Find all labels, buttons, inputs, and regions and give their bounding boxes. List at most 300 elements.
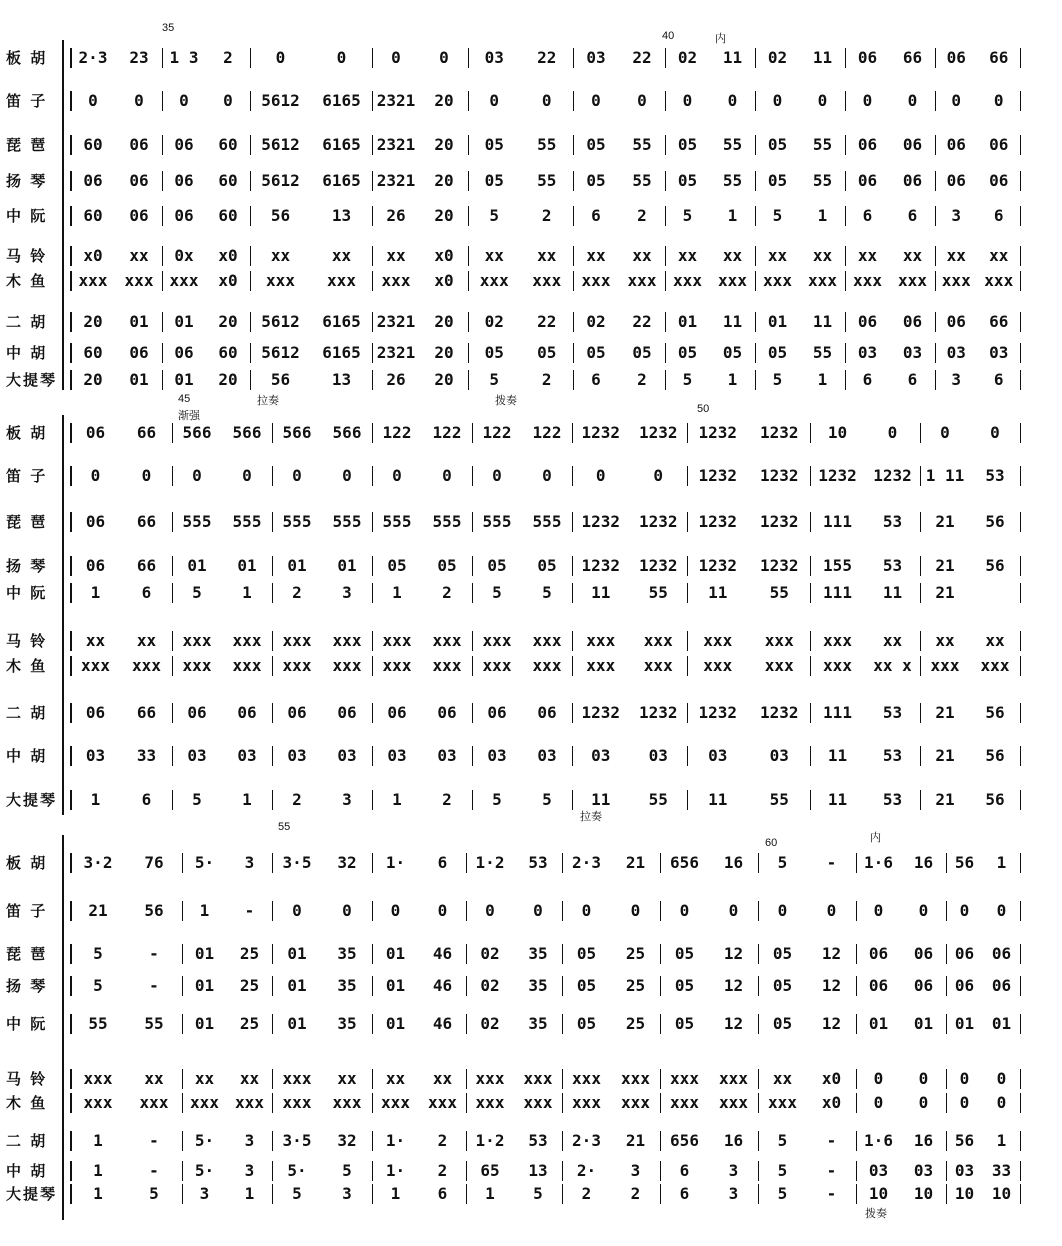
note-group: xxx — [132, 656, 161, 675]
barline — [562, 944, 563, 964]
barline — [562, 1161, 563, 1181]
barline — [250, 370, 251, 390]
note-group: 11 — [722, 48, 743, 67]
note-group: 3·5 — [282, 1131, 312, 1150]
barline — [172, 631, 173, 651]
barline — [70, 901, 72, 921]
note-group: 0 — [996, 1093, 1007, 1112]
note-group: 56 — [270, 370, 291, 389]
note-group: 55 — [632, 171, 652, 190]
note-group: 0 — [179, 91, 189, 110]
barline — [810, 556, 811, 576]
note-group: 0x — [174, 246, 194, 265]
note-group: 55 — [722, 135, 743, 154]
note-group: 01 — [174, 312, 194, 331]
note-group: 1232 — [638, 703, 678, 722]
note-group: 20 — [434, 312, 454, 331]
barline — [562, 853, 563, 873]
note-group: xxx — [83, 1069, 113, 1088]
note-group: 122 — [482, 423, 512, 442]
barline — [1020, 656, 1021, 676]
note-group: 5612 — [261, 343, 300, 362]
note-group: 25 — [239, 1014, 260, 1033]
note-group: 0 — [489, 91, 500, 110]
barline — [573, 206, 574, 226]
note-group: 11 — [591, 583, 611, 602]
instrument-label: 板 胡 — [6, 49, 48, 67]
note-group: 05 — [674, 976, 695, 995]
note-group: 06 — [954, 944, 975, 963]
barline — [687, 556, 688, 576]
note-group: xx — [882, 631, 903, 650]
barline — [665, 171, 666, 191]
barline — [920, 466, 921, 486]
annotation-lazou: 拉奏 — [580, 810, 602, 823]
barline — [466, 853, 467, 873]
note-group: x0 — [821, 1093, 842, 1112]
note-group: - — [149, 944, 159, 963]
note-group: xxx — [703, 631, 733, 650]
note-group: 05 — [586, 343, 606, 362]
note-group: xx — [857, 246, 878, 265]
barline — [182, 853, 183, 873]
barline — [660, 1093, 661, 1113]
barline — [660, 901, 661, 921]
note-group: 06 — [387, 703, 407, 722]
note-group: xxx — [382, 631, 412, 650]
instrument-label: 中 胡 — [6, 344, 48, 362]
note-group: 25 — [625, 944, 646, 963]
instrument-label: 二 胡 — [6, 704, 48, 722]
note-group: 55 — [769, 790, 789, 809]
instrument-label: 琵 琶 — [6, 136, 48, 154]
note-group: 6165 — [322, 135, 361, 154]
note-group: 21 — [935, 556, 955, 575]
barline — [70, 976, 72, 996]
annotation-bozou: 拨奏 — [865, 1207, 887, 1220]
barline — [372, 206, 373, 226]
barline — [372, 746, 373, 766]
note-group: 22 — [537, 312, 557, 331]
barline — [810, 423, 811, 443]
note-group: 53 — [882, 512, 903, 531]
note-group: 10 — [991, 1184, 1012, 1203]
note-group: 06 — [129, 171, 149, 190]
note-group: 56 — [985, 512, 1005, 531]
note-group: 03 — [484, 48, 504, 67]
barline — [856, 1184, 857, 1204]
barline — [372, 512, 373, 532]
barline — [472, 512, 473, 532]
note-group: 03 — [287, 746, 307, 765]
note-group: xxx — [169, 271, 199, 290]
note-group: 20 — [434, 135, 454, 154]
barline — [372, 656, 373, 676]
note-group: 6 — [907, 370, 918, 389]
barline — [466, 1069, 467, 1089]
barline — [372, 976, 373, 996]
note-group: 2· — [576, 1161, 597, 1180]
note-group: xxx — [139, 1093, 169, 1112]
note-group: 35 — [337, 1014, 357, 1033]
note-group: 66 — [989, 48, 1009, 67]
note-group: 46 — [432, 1014, 453, 1033]
barline — [845, 135, 846, 155]
note-group: 03 — [537, 746, 557, 765]
note-group: 06 — [174, 135, 194, 154]
note-group: 1 — [817, 206, 828, 225]
barline — [468, 135, 469, 155]
note-group: 21 — [935, 746, 955, 765]
note-group: xx — [772, 1069, 793, 1088]
barline — [755, 206, 756, 226]
note-group: 60 — [83, 206, 103, 225]
note-group: 555 — [182, 512, 212, 531]
note-group: 06 — [946, 48, 966, 67]
barline — [573, 370, 574, 390]
barline — [172, 746, 173, 766]
note-group: 06 — [991, 976, 1012, 995]
note-group: xxx — [764, 631, 794, 650]
barline — [1020, 312, 1021, 332]
note-group: xxx — [643, 656, 673, 675]
instrument-label: 大提琴 — [6, 1185, 58, 1203]
note-group: 05 — [576, 944, 597, 963]
barline — [573, 135, 574, 155]
note-group: 0 — [437, 901, 448, 920]
barline — [162, 246, 163, 266]
barline — [1020, 1014, 1021, 1034]
note-group: 0 — [630, 901, 641, 920]
barline — [845, 48, 846, 68]
note-group: 60 — [83, 343, 103, 362]
note-group: 1232 — [698, 512, 738, 531]
barline — [472, 790, 473, 810]
note-group: 05 — [772, 1014, 793, 1033]
note-group: 05 — [767, 171, 788, 190]
note-group: 1 — [392, 790, 402, 809]
note-group: 65 — [480, 1161, 500, 1180]
note-group: 1 — [93, 1161, 103, 1180]
note-group: 01 — [237, 556, 257, 575]
note-group: 3 — [728, 1184, 739, 1203]
note-group: 56 — [985, 790, 1005, 809]
annotation-jianqiang: 渐强 — [178, 409, 200, 422]
note-group: 12 — [723, 976, 744, 995]
note-group: 03 — [769, 746, 789, 765]
note-group: 06 — [913, 976, 934, 995]
barline — [1020, 746, 1021, 766]
note-group: 10 — [868, 1184, 889, 1203]
annotation-neiwei: 内 — [715, 32, 726, 45]
note-group: 0 — [993, 91, 1004, 110]
instrument-label: 扬 琴 — [6, 172, 48, 190]
barline — [845, 246, 846, 266]
barline — [70, 1093, 72, 1113]
note-group: 6165 — [322, 312, 361, 331]
note-group: 5612 — [261, 171, 300, 190]
note-group: 2·3 — [572, 853, 601, 872]
barline — [920, 703, 921, 723]
barline — [250, 171, 251, 191]
barline — [1020, 246, 1021, 266]
note-group: 6 — [993, 206, 1004, 225]
note-group: 2 — [442, 583, 452, 602]
note-group: 6 — [862, 206, 873, 225]
note-group: 26 — [386, 370, 406, 389]
note-group: 566 — [332, 423, 362, 442]
note-group: 02 — [586, 312, 606, 331]
note-group: 2·3 — [78, 48, 108, 67]
note-group: 06 — [902, 135, 923, 154]
note-group: xxx — [532, 656, 562, 675]
note-group: 0 — [492, 466, 502, 485]
note-group: 5 — [777, 1131, 788, 1150]
barline — [946, 1131, 947, 1151]
barline — [70, 512, 72, 532]
note-group: 5 — [492, 583, 502, 602]
barline — [758, 1184, 759, 1204]
barline — [810, 656, 811, 676]
note-group: 06 — [857, 171, 878, 190]
note-group: 5 — [682, 206, 693, 225]
barline — [935, 171, 936, 191]
note-group — [970, 582, 1020, 604]
barline — [810, 631, 811, 651]
barline — [1020, 1131, 1021, 1151]
barline — [272, 656, 273, 676]
barline — [372, 312, 373, 332]
note-group: 2 — [637, 206, 647, 225]
note-group: xxx — [282, 631, 312, 650]
note-group: 06 — [83, 171, 103, 190]
note-group: xxx — [432, 656, 462, 675]
note-group: 05 — [677, 171, 698, 190]
instrument-label: 木 鱼 — [6, 1094, 48, 1112]
barline — [665, 312, 666, 332]
note-group: 55 — [812, 343, 833, 362]
note-group: 66 — [136, 556, 157, 575]
note-group: 1232 — [638, 423, 678, 442]
note-group: 56 — [954, 1131, 975, 1150]
note-group: 33 — [136, 746, 157, 765]
barline — [372, 1093, 373, 1113]
barline — [272, 1161, 273, 1181]
note-group: 1· — [385, 853, 406, 872]
note-group: 01 — [187, 556, 207, 575]
barline — [856, 1131, 857, 1151]
note-group: 0 — [292, 901, 302, 920]
note-group: xxx — [475, 1093, 505, 1112]
note-group: 1232 — [873, 466, 912, 485]
note-group: xxx — [718, 271, 747, 290]
barline — [70, 312, 72, 332]
note-group: 55 — [648, 790, 668, 809]
note-group: 55 — [144, 1014, 164, 1033]
barline — [562, 1131, 563, 1151]
note-group: 20 — [434, 343, 454, 362]
note-group: 1 — [996, 1131, 1007, 1150]
barline — [70, 171, 72, 191]
barline — [70, 944, 72, 964]
barline — [845, 206, 846, 226]
note-group: xx — [935, 631, 955, 650]
note-group: 21 — [935, 703, 955, 722]
note-group: 13 — [331, 206, 352, 225]
note-group: 55 — [632, 135, 652, 154]
note-group: xxx — [381, 271, 411, 290]
barline — [935, 48, 936, 68]
note-group: - — [149, 1161, 159, 1180]
note-group: xxx — [327, 271, 356, 290]
barline — [1020, 976, 1021, 996]
measure-number: 55 — [278, 821, 291, 833]
barline — [660, 1069, 661, 1089]
barline — [70, 370, 72, 390]
note-group: x0 — [83, 246, 103, 265]
barline — [573, 48, 574, 68]
note-group: 0 — [90, 466, 101, 485]
note-group: 05 — [677, 343, 698, 362]
note-group: 06 — [237, 703, 257, 722]
note-group: 0 — [996, 901, 1007, 920]
barline — [172, 423, 173, 443]
note-group: 66 — [136, 512, 157, 531]
note-group: xxx — [232, 656, 262, 675]
note-group: xxx — [763, 271, 792, 290]
note-group: 06 — [187, 703, 207, 722]
note-group: 1232 — [581, 512, 621, 531]
barline — [687, 656, 688, 676]
note-group: xxx — [190, 1093, 219, 1112]
note-group: 2 — [581, 1184, 592, 1203]
note-group: 06 — [174, 206, 194, 225]
note-group: 1232 — [759, 703, 799, 722]
barline — [250, 246, 251, 266]
instrument-label: 中 胡 — [6, 747, 48, 765]
note-group: 01 — [287, 944, 307, 963]
note-group: 11 — [591, 790, 611, 809]
note-group: 60 — [218, 343, 238, 362]
note-group: 0 — [862, 91, 873, 110]
note-group: 111 — [823, 512, 852, 531]
note-group: 01 — [385, 944, 406, 963]
note-group: 2321 — [376, 135, 416, 154]
note-group: 26 — [386, 206, 406, 225]
note-group: 32 — [337, 853, 357, 872]
barline — [810, 583, 811, 603]
barline — [1020, 423, 1021, 443]
note-group: 1232 — [638, 556, 678, 575]
instrument-label: 笛 子 — [6, 902, 48, 920]
note-group: 06 — [868, 976, 889, 995]
note-group: 66 — [989, 312, 1009, 331]
barline — [572, 583, 573, 603]
note-group: 03 — [487, 746, 507, 765]
note-group: 555 — [432, 512, 462, 531]
barline — [70, 1184, 72, 1204]
note-group: 5 — [292, 1184, 302, 1203]
note-group: x0 — [821, 1069, 842, 1088]
note-group: 3 — [951, 370, 962, 389]
note-group: xxx — [124, 271, 154, 290]
note-group: 0 — [223, 91, 233, 110]
note-group: 06 — [991, 944, 1012, 963]
barline — [172, 466, 173, 486]
note-group: 2 — [541, 206, 552, 225]
note-group: 21 — [935, 790, 955, 809]
system-brace — [62, 835, 70, 1220]
note-group: 6 — [141, 583, 152, 602]
note-group: xxx — [581, 271, 611, 290]
note-group: 6 — [437, 853, 448, 872]
note-group: xx — [85, 631, 106, 650]
annotation-bozou: 拨奏 — [495, 394, 517, 407]
barline — [935, 370, 936, 390]
note-group: xx — [136, 631, 157, 650]
instrument-label: 马 铃 — [6, 247, 48, 265]
note-group: 0 — [653, 466, 664, 485]
note-group: 01 — [287, 976, 307, 995]
instrument-label: 二 胡 — [6, 313, 48, 331]
note-group: 53 — [528, 853, 548, 872]
note-group: 25 — [625, 976, 646, 995]
note-group: 20 — [83, 312, 103, 331]
barline — [372, 1131, 373, 1151]
barline — [1020, 206, 1021, 226]
note-group: xxx — [332, 656, 362, 675]
barline — [810, 746, 811, 766]
note-group: 2 — [630, 1184, 641, 1203]
note-group: 1232 — [581, 556, 621, 575]
barline — [162, 312, 163, 332]
barline — [562, 976, 563, 996]
barline — [468, 370, 469, 390]
instrument-label: 中 阮 — [6, 1015, 48, 1033]
note-group: 1 — [392, 583, 402, 602]
barline — [660, 853, 661, 873]
note-group: 0 — [134, 91, 144, 110]
note-group: 32 — [337, 1131, 357, 1150]
note-group: 0 — [817, 91, 828, 110]
barline — [573, 91, 574, 111]
instrument-label: 扬 琴 — [6, 557, 48, 575]
note-group: 122 — [532, 423, 562, 442]
barline — [70, 853, 72, 873]
instrument-label: 马 铃 — [6, 1070, 48, 1088]
note-group: 2·3 — [572, 1131, 601, 1150]
barline — [466, 1131, 467, 1151]
note-group: 1 — [199, 901, 210, 920]
note-group: 0 — [772, 91, 783, 110]
note-group: xx — [239, 1069, 260, 1088]
barline — [372, 171, 373, 191]
barline — [573, 246, 574, 266]
instrument-label: 板 胡 — [6, 854, 48, 872]
barline — [466, 901, 467, 921]
barline — [466, 944, 467, 964]
note-group: 555 — [232, 512, 262, 531]
note-group: 66 — [902, 48, 923, 67]
measure-number: 45 — [178, 393, 191, 405]
barline — [562, 1093, 563, 1113]
note-group: 6165 — [322, 91, 361, 110]
barline — [182, 1014, 183, 1034]
barline — [468, 91, 469, 111]
barline — [856, 1069, 857, 1089]
watermark-logo — [912, 1200, 1052, 1236]
barline — [1020, 343, 1021, 363]
